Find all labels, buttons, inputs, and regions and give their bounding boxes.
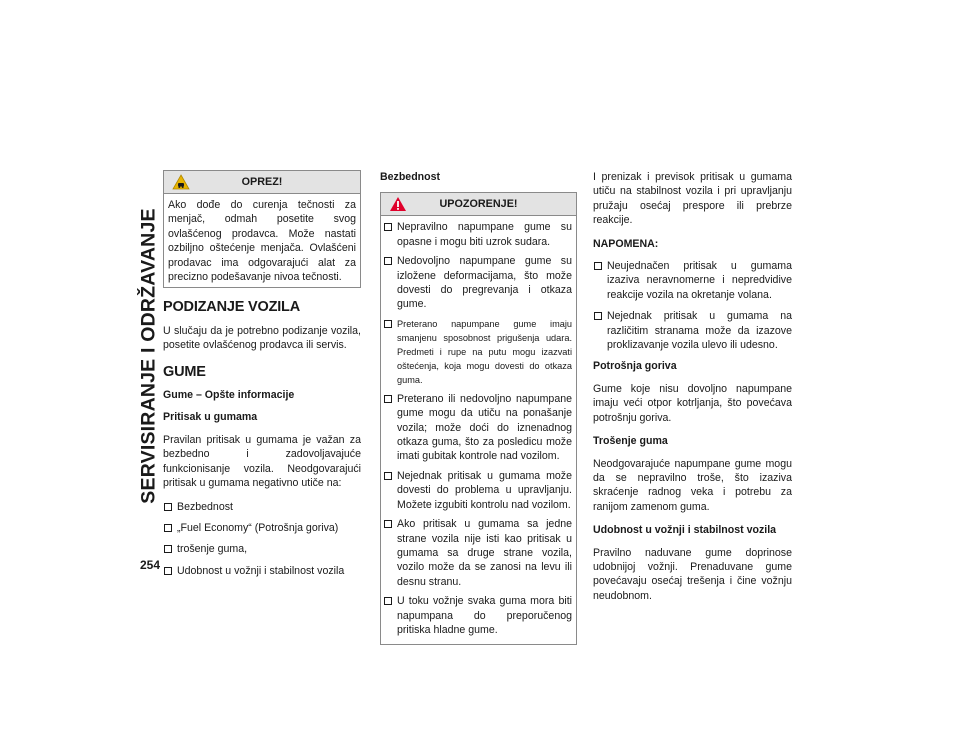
subheading-safety: Bezbednost xyxy=(380,171,441,183)
list-item: Preterano napumpane gume imaju smanjenu sposobnost prigušenja udara. Predmeti i rupe na putu mogu izazvati oštećenja, koja mogu dovesti do otkaza guma. xyxy=(383,317,572,387)
checkbox-bullet-icon xyxy=(384,257,392,265)
column-right xyxy=(593,170,792,612)
warning-box xyxy=(380,192,577,645)
list-item: „Fuel Economy“ (Potrošnja goriva) xyxy=(163,521,361,535)
paragraph-fuel: Gume koje nisu dovoljno napumpane imaju veći otpor kotrljanja, što povećava potrošnju goriva. xyxy=(593,382,792,424)
subheading-note: NAPOMENA: xyxy=(593,237,659,250)
caution-box xyxy=(163,170,361,288)
subheading-pressure: Pritisak u gumama xyxy=(163,411,258,424)
list-item: Nejednak pritisak u gumama na različitim stranama može da izazove proklizavanje vozila ulevo ili udesno. xyxy=(593,309,792,352)
page-number: 254 xyxy=(140,558,161,572)
paragraph-wear: Neodgovarajuće napumpane gume mogu da se nepravilno troše, što izaziva skraćenje radnog veka i potrebu za ranijom zamenom guma. xyxy=(593,457,792,513)
caution-header xyxy=(164,171,360,194)
checkbox-bullet-icon xyxy=(164,524,172,532)
list-item: Bezbednost xyxy=(163,500,361,514)
paragraph-intro: I prenizak i previsok pritisak u gumama utiču na stabilnost vozila i pri upravljanju pružaju osećaj prespore ili prebrze reakcije. xyxy=(593,171,792,227)
checkbox-bullet-icon xyxy=(384,597,392,605)
subheading-general: Gume – Opšte informacije xyxy=(163,389,295,402)
heading-tires: GUME xyxy=(163,363,206,380)
warning-header xyxy=(381,193,576,216)
list-item: Nejednak pritisak u gumama može dovesti do problema u upravljanju. Možete izgubiti kontrolu nad vozilom. xyxy=(383,469,572,512)
column-middle xyxy=(380,170,577,653)
checkbox-bullet-icon xyxy=(164,503,172,511)
list-item: Nedovoljno napumpane gume su izložene deformacijama, što može dovesti do pregrevanja i otkaza gume. xyxy=(383,254,572,312)
paragraph-lifting: U slučaju da je potrebno podizanje vozila, posetite ovlašćenog prodavca ili servis. xyxy=(163,324,361,352)
subheading-wear: Trošenje guma xyxy=(593,435,668,448)
warning-list xyxy=(381,216,576,644)
checkbox-bullet-icon xyxy=(384,472,392,480)
paragraph-pressure: Pravilan pritisak u gumama je važan za bezbedno i zadovoljavajuće funkcionisanje vozila. Neodgovarajući pritisak u gumama negativno utiče na: xyxy=(163,433,361,490)
subheading-fuel: Potrošnja goriva xyxy=(593,360,677,373)
list-item: Udobnost u vožnji i stabilnost vozila xyxy=(163,564,361,578)
warning-triangle-icon xyxy=(389,196,407,220)
checkbox-bullet-icon xyxy=(384,320,392,328)
heading-lifting: PODIZANJE VOZILA xyxy=(163,299,300,316)
list-item: Preterano ili nedovoljno napumpane gume mogu da utiču na ponašanje vozila; može doći do iznenadnog otkaza guma, što za posledicu može imati gubitak kontrole nad vozilom. xyxy=(383,392,572,464)
affects-list xyxy=(163,500,361,579)
section-title-text: SERVISIRANJE I ODRŽAVANJE xyxy=(137,208,160,504)
checkbox-bullet-icon xyxy=(594,262,602,270)
list-item: trošenje guma, xyxy=(163,542,361,556)
subheading-comfort: Udobnost u vožnji i stabilnost vozila xyxy=(593,524,777,537)
list-item: U toku vožnje svaka guma mora biti napumpana do preporučenog pritiska hladne gume. xyxy=(383,594,572,637)
section-side-title xyxy=(136,160,162,552)
checkbox-bullet-icon xyxy=(594,312,602,320)
note-list xyxy=(593,259,792,352)
list-item: Nepravilno napumpane gume su opasne i mogu biti uzrok sudara. xyxy=(383,220,572,249)
list-item: Neujednačen pritisak u gumama izaziva neravnomerne i nepredvidive reakcije vozila na okretanje volana. xyxy=(593,259,792,302)
column-left xyxy=(163,170,361,585)
checkbox-bullet-icon xyxy=(164,545,172,553)
list-item: Ako pritisak u gumama sa jedne strane vozila nije isti kao pritisak u gumama sa druge strane vozila, vozilo može da se zanosi na levu ili desnu stranu. xyxy=(383,517,572,589)
paragraph-comfort: Pravilno naduvane gume doprinose udobnijoj vožnji. Prenaduvane gume povećavaju osećaj trešenja i čine vožnju neudobnom. xyxy=(593,546,792,602)
warning-title: UPOZORENJE! xyxy=(439,198,518,211)
caution-triangle-icon xyxy=(172,174,190,198)
checkbox-bullet-icon xyxy=(384,395,392,403)
caution-title: OPREZ! xyxy=(241,176,283,188)
checkbox-bullet-icon xyxy=(384,520,392,528)
checkbox-bullet-icon xyxy=(164,567,172,575)
caution-text: Ako dođe do curenja tečnosti za menjač, odmah posetite svog ovlašćenog prodavca. Može nastati ozbiljno oštećenje menjača. Ovlašćeni prodavac ima odgovarajući alat za precizno podešavanje nivoa tečnosti. xyxy=(168,199,356,284)
checkbox-bullet-icon xyxy=(384,223,392,231)
